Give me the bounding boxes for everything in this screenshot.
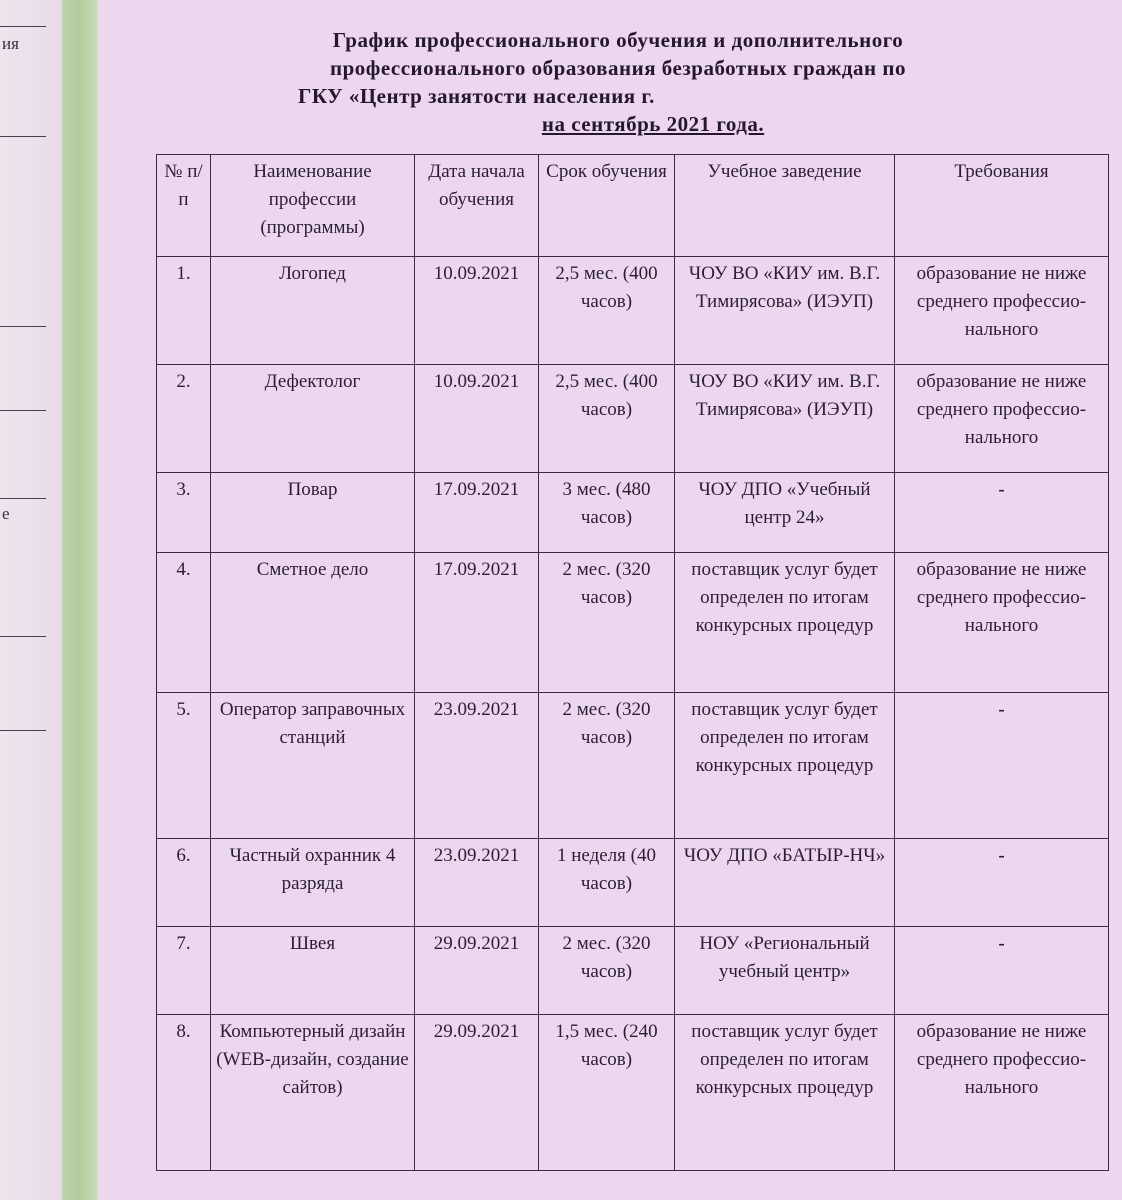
cell-duration: 2 мес. (320 часов) (539, 927, 675, 1015)
table-body (157, 257, 1109, 1171)
title-line-2: профессионального образования безработных граждан по (330, 56, 906, 80)
cell-duration: 1,5 мес. (240 часов) (539, 1015, 675, 1171)
cell-institution: ЧОУ ВО «КИУ им. В.Г. Тимирясова» (ИЭУП) (675, 257, 895, 365)
table-row (157, 839, 1109, 927)
cell-requirements: образование не ниже среднего профессио-нального (895, 1015, 1109, 1171)
cell-institution: поставщик услуг будет определен по итогам конкурсных процедур (675, 1015, 895, 1171)
title-line-1: График профессионального обучения и дополнительного (332, 28, 904, 52)
table-row (157, 553, 1109, 693)
left-page-rule (0, 730, 46, 731)
cell-name: Дефектолог (211, 365, 415, 473)
cell-date: 23.09.2021 (415, 693, 539, 839)
cell-name: Оператор заправочных станций (211, 693, 415, 839)
cell-name: Частный охранник 4 разряда (211, 839, 415, 927)
cell-duration: 2,5 мес. (400 часов) (539, 365, 675, 473)
table-header-row (157, 155, 1109, 257)
cell-requirements: - (895, 927, 1109, 1015)
cell-requirements: - (895, 839, 1109, 927)
cell-duration: 2 мес. (320 часов) (539, 553, 675, 693)
cell-duration: 2 мес. (320 часов) (539, 693, 675, 839)
cell-date: 23.09.2021 (415, 839, 539, 927)
title-line-3: ГКУ «Центр занятости населения г. (298, 84, 655, 108)
cell-date: 29.09.2021 (415, 1015, 539, 1171)
cell-institution: ЧОУ ВО «КИУ им. В.Г. Тимирясова» (ИЭУП) (675, 365, 895, 473)
cell-institution: поставщик услуг будет определен по итогам конкурсных процедур (675, 553, 895, 693)
table-row (157, 365, 1109, 473)
cell-duration: 2,5 мес. (400 часов) (539, 257, 675, 365)
adjacent-page-edge (0, 0, 60, 1200)
table-row (157, 473, 1109, 553)
cell-duration: 1 неделя (40 часов) (539, 839, 675, 927)
cell-name: Сметное дело (211, 553, 415, 693)
cell-requirements: образование не ниже среднего профессио-нального (895, 553, 1109, 693)
cell-requirements: образование не ниже среднего профессио-нального (895, 257, 1109, 365)
cell-duration: 3 мес. (480 часов) (539, 473, 675, 553)
cell-requirements: - (895, 473, 1109, 553)
cell-date: 17.09.2021 (415, 473, 539, 553)
cell-institution: ЧОУ ДПО «БАТЫР-НЧ» (675, 839, 895, 927)
cell-requirements: - (895, 693, 1109, 839)
table-row (157, 693, 1109, 839)
left-page-rule (0, 26, 46, 27)
table-row (157, 1015, 1109, 1171)
cell-num: 6. (157, 839, 211, 927)
header-name: Наименование профессии (программы) (211, 155, 415, 257)
cell-institution: поставщик услуг будет определен по итогам конкурсных процедур (675, 693, 895, 839)
cell-date: 10.09.2021 (415, 365, 539, 473)
left-page-rule (0, 498, 46, 499)
header-date: Дата начала обучения (415, 155, 539, 257)
cell-date: 29.09.2021 (415, 927, 539, 1015)
table-row (157, 927, 1109, 1015)
cell-date: 10.09.2021 (415, 257, 539, 365)
header-duration: Срок обучения (539, 155, 675, 257)
cell-institution: ЧОУ ДПО «Учебный центр 24» (675, 473, 895, 553)
cell-num: 4. (157, 553, 211, 693)
cell-institution: НОУ «Региональный учебный центр» (675, 927, 895, 1015)
left-page-fragment-2: е (2, 504, 10, 523)
green-folder-edge (62, 0, 98, 1200)
cell-date: 17.09.2021 (415, 553, 539, 693)
cell-num: 7. (157, 927, 211, 1015)
document-title (258, 26, 978, 138)
table-row (157, 257, 1109, 365)
cell-name: Логопед (211, 257, 415, 365)
cell-num: 3. (157, 473, 211, 553)
header-institution: Учебное заведение (675, 155, 895, 257)
header-num: № п/п (157, 155, 211, 257)
cell-name: Швея (211, 927, 415, 1015)
left-page-rule (0, 136, 46, 137)
cell-name: Повар (211, 473, 415, 553)
cell-num: 5. (157, 693, 211, 839)
cell-requirements: образование не ниже среднего профессио-нального (895, 365, 1109, 473)
cell-num: 2. (157, 365, 211, 473)
cell-num: 1. (157, 257, 211, 365)
header-requirements: Требования (895, 155, 1109, 257)
left-page-rule (0, 326, 46, 327)
training-schedule-table (156, 154, 1109, 1171)
cell-num: 8. (157, 1015, 211, 1171)
cell-name: Компьютерный дизайн (WEB-дизайн, создание сайтов) (211, 1015, 415, 1171)
title-line-4: на сентябрь 2021 года. (541, 112, 765, 136)
left-page-fragment-1: ия (2, 34, 19, 53)
left-page-rule (0, 410, 46, 411)
left-page-rule (0, 636, 46, 637)
